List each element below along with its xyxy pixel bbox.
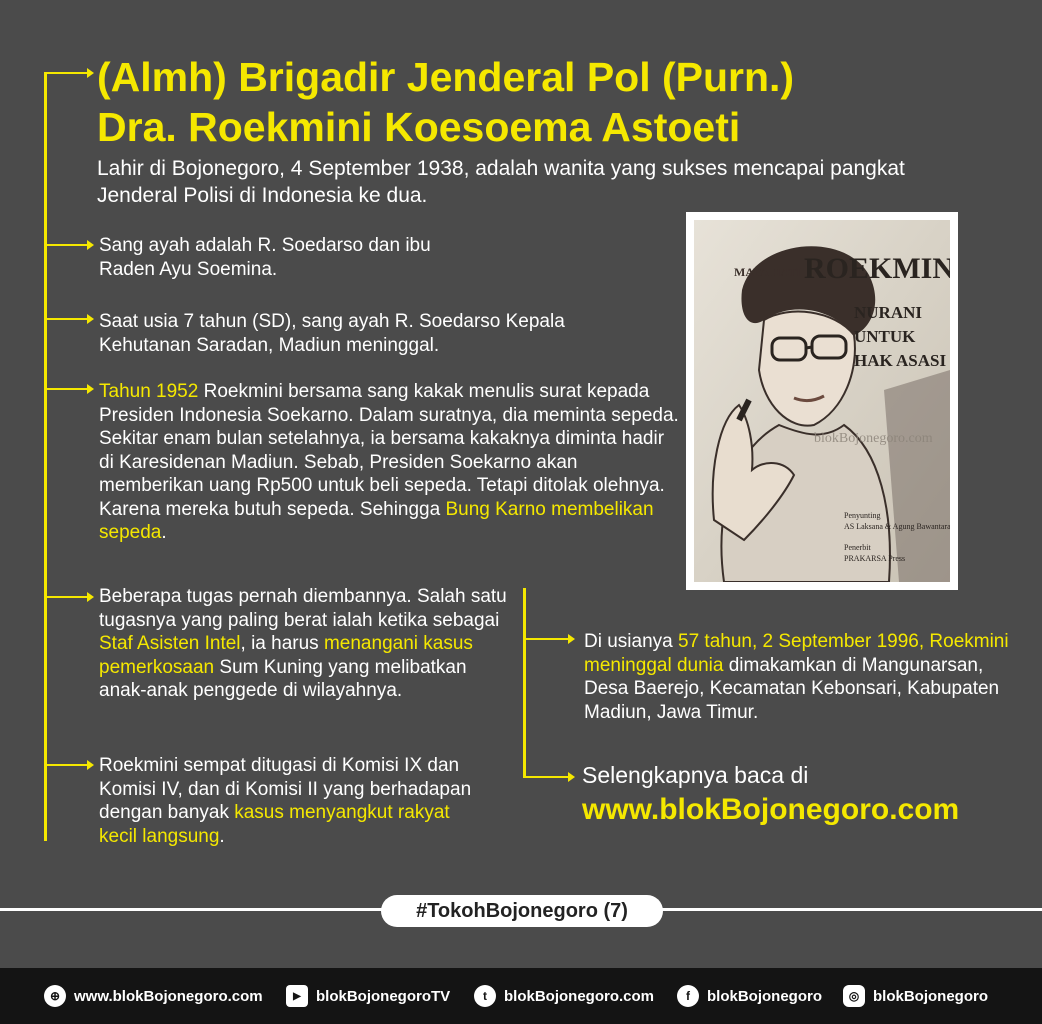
- book-cover-image: [694, 220, 950, 582]
- footer-item-facebook[interactable]: [677, 985, 822, 1007]
- title-line-2: Dra. Roekmini Koesoema Astoeti: [97, 104, 741, 150]
- instagram-icon: ◎: [843, 985, 865, 1007]
- intro-text: Lahir di Bojonegoro, 4 September 1938, adalah wanita yang sukses mencapai pangkat Jenderal Polisi di Indonesia ke dua.: [97, 157, 905, 207]
- arrow-title: [44, 72, 92, 74]
- arrow-father: [44, 318, 92, 320]
- website-link[interactable]: www.blokBojonegoro.com: [582, 793, 960, 826]
- footer-item-youtube[interactable]: [286, 985, 450, 1007]
- footer-label-website: www.blokBojonegoro.com: [74, 987, 263, 1005]
- footer-label-twitter: blokBojonegoro.com: [504, 987, 654, 1005]
- duties-highlight-2: menangani kasus pemerkosaan: [99, 633, 473, 678]
- book-name-text: ROEKMINI: [804, 252, 950, 285]
- page-title: [97, 52, 997, 152]
- death-part-2: dimakamkan di Mangunarsan, Desa Baerejo, Kecamatan Kebonsari, Kabupaten Madiun, Jawa Timur.: [584, 654, 1000, 723]
- footer-label-youtube: blokBojonegoroTV: [316, 987, 451, 1005]
- footer-item-website[interactable]: [44, 985, 263, 1007]
- readmore-text: Selengkapnya baca di: [582, 762, 809, 788]
- book-subtitle-2: UNTUK: [854, 327, 916, 346]
- death-highlight: 57 tahun, 2 September 1996, Roekmini meninggal dunia: [584, 631, 1009, 676]
- footer-item-instagram[interactable]: [843, 985, 988, 1007]
- duties-part-1: Beberapa tugas pernah diembannya. Salah satu tugasnya yang paling berat ialah ketika sebagai: [99, 586, 507, 631]
- arrow-parents: [44, 244, 92, 246]
- duties-text: [99, 585, 519, 703]
- book-subtitle-1: NURANI: [854, 303, 922, 322]
- globe-icon: ⊕: [44, 985, 66, 1007]
- facebook-icon: f: [677, 985, 699, 1007]
- arrow-letter: [44, 388, 92, 390]
- duties-highlight-1: Staf Asisten Intel: [99, 633, 241, 654]
- arrow-death: [523, 638, 573, 640]
- footer-label-instagram: blokBojonegoro: [873, 987, 988, 1005]
- right-connector-line: [523, 588, 526, 778]
- death-part-1: Di usianya: [584, 631, 678, 652]
- book-cover-illustration: [694, 220, 950, 582]
- book-subtitle-3: HAK ASASI: [854, 351, 947, 370]
- book-editors: AS Laksana & Agung Bawantara: [844, 522, 950, 531]
- death-text: [584, 630, 1024, 724]
- title-line-1: (Almh) Brigadir Jenderal Pol (Purn.): [97, 54, 795, 100]
- book-publisher: PRAKARSA Press: [844, 554, 906, 563]
- parents-text: Sang ayah adalah R. Soedarso dan ibu Raden Ayu Soemina.: [99, 235, 431, 280]
- twitter-icon: t: [474, 985, 496, 1007]
- commission-text: [99, 754, 484, 848]
- book-editor-label: Penyunting: [844, 511, 881, 520]
- left-connector-line: [44, 72, 47, 841]
- hashtag-badge: #TokohBojonegoro (7): [381, 895, 663, 927]
- book-watermark: blokBojonegoro.com: [814, 431, 933, 446]
- duties-part-3: Sum Kuning yang melibatkan anak-anak penggede di wilayahnya.: [99, 656, 467, 701]
- father-death-text: Saat usia 7 tahun (SD), sang ayah R. Soedarso Kepala Kehutanan Saradan, Madiun meninggal.: [99, 311, 565, 356]
- letter-highlight-end: Bung Karno membelikan sepeda: [99, 498, 654, 543]
- book-top-text: MATA HATI: [734, 265, 802, 279]
- commission-highlight: kasus menyangkut rakyat kecil langsung: [99, 802, 450, 847]
- commission-part-1: Roekmini sempat ditugasi di Komisi IX dan Komisi IV, dan di Komisi II yang berhadapan dengan banyak: [99, 755, 472, 823]
- footer-bar: [0, 968, 1042, 1024]
- footer-label-facebook: blokBojonegoro: [707, 987, 822, 1005]
- footer-item-twitter[interactable]: [474, 985, 654, 1007]
- letter-highlight-year: Tahun 1952: [99, 381, 199, 402]
- youtube-icon: ▶: [286, 985, 308, 1007]
- arrow-duties: [44, 596, 92, 598]
- duties-part-2: , ia harus: [240, 633, 324, 654]
- commission-part-2: .: [219, 825, 225, 847]
- book-cover-frame: [686, 212, 958, 590]
- arrow-readmore: [523, 776, 573, 778]
- arrow-commission: [44, 764, 92, 766]
- letter-text: [99, 380, 679, 545]
- book-publisher-label: Penerbit: [844, 543, 871, 552]
- letter-body: Roekmini bersama sang kakak menulis surat kepada Presiden Indonesia Soekarno. Dalam suratnya, dia meminta sepeda. Sekitar enam bulan setelahnya, ia bersama kakaknya diminta hadir di Karesidenan Madiun. Sebab, Presiden Soekarno akan memberikan uang Rp500 untuk beli sepeda. Tetapi ditolak olehnya. Karena mereka butuh sepeda. Sehingga: [99, 381, 679, 520]
- letter-end: .: [161, 522, 167, 543]
